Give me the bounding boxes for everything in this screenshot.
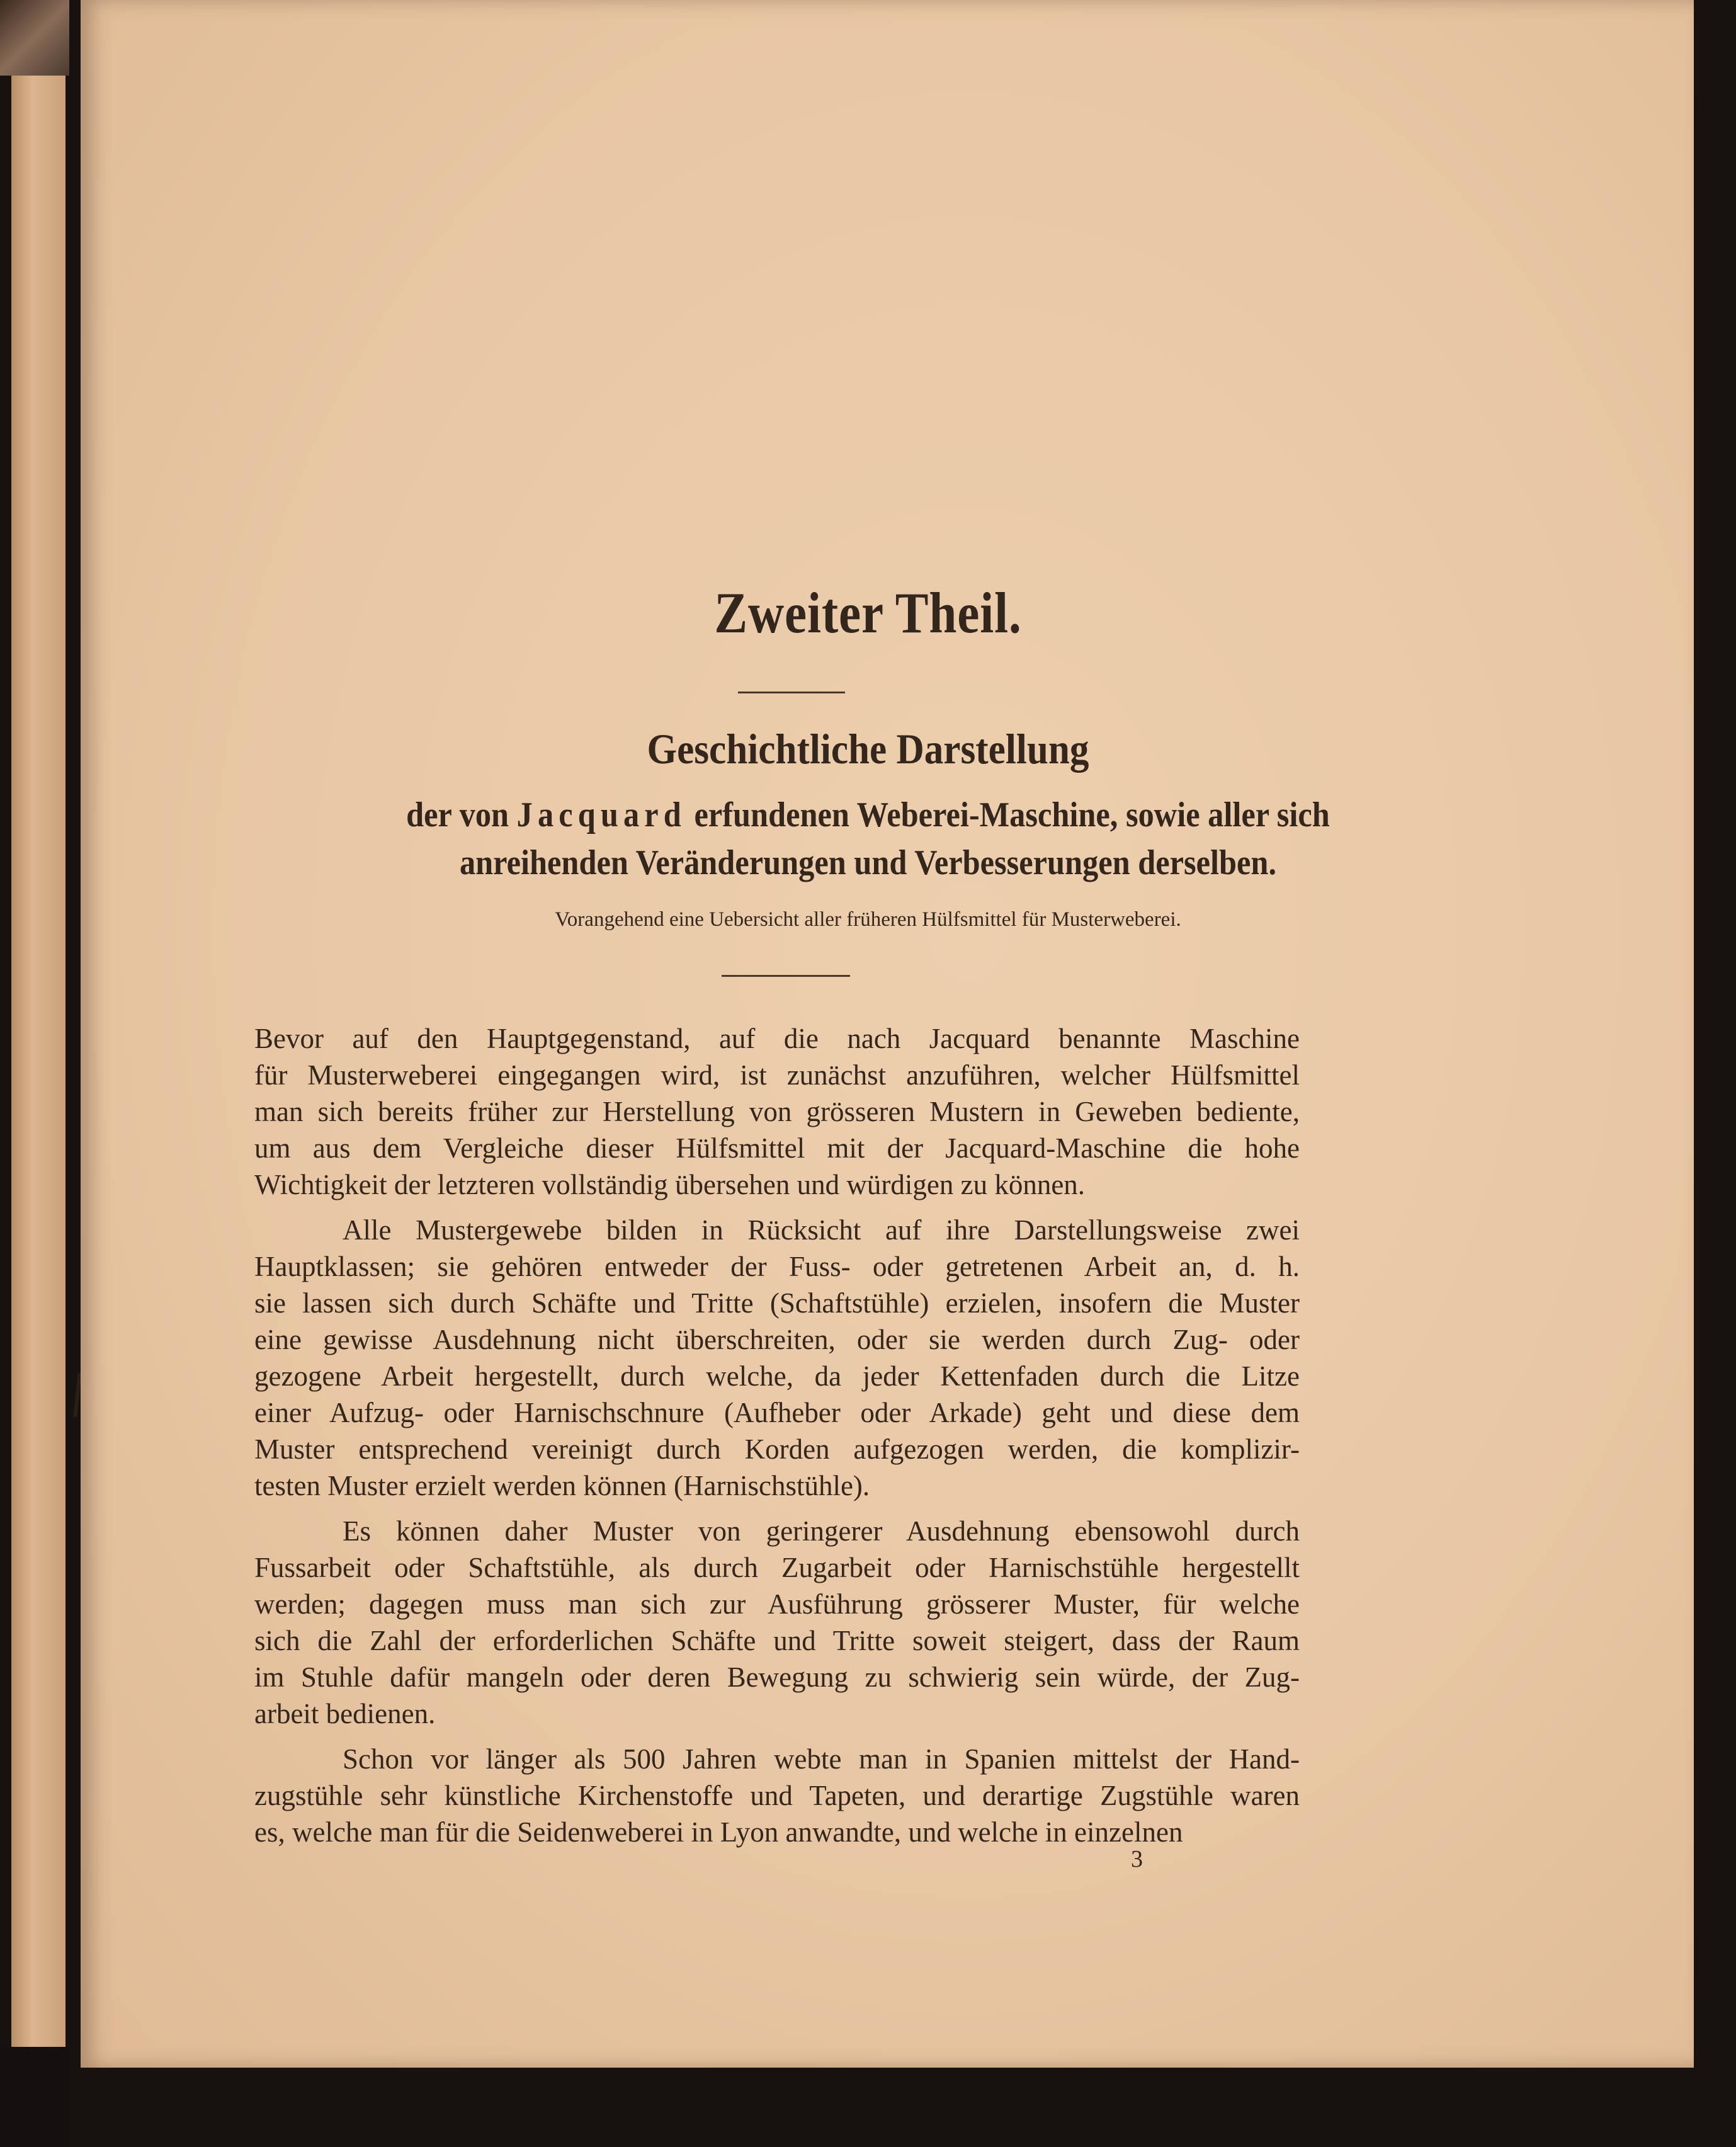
text-line: gezogene Arbeit hergestellt, durch welche, da jeder Kettenfaden durch die Litze bbox=[254, 1360, 1300, 1392]
divider-rule bbox=[738, 692, 845, 693]
text-line: um aus dem Vergleiche dieser Hülfsmittel mit der Jacquard-Maschine die hohe bbox=[254, 1132, 1300, 1164]
subheading-text: der von bbox=[406, 795, 517, 834]
text-line: arbeit bedienen. bbox=[254, 1698, 436, 1729]
paragraph bbox=[254, 1020, 1300, 1203]
text-line: Alle Mustergewebe bilden in Rücksicht auf ihre Darstellungsweise zwei bbox=[343, 1214, 1300, 1246]
text-line: im Stuhle dafür mangeln oder deren Bewegung zu schwierig sein würde, der Zug- bbox=[254, 1661, 1300, 1693]
text-line: Es können daher Muster von geringerer Ausdehnung ebensowohl durch bbox=[343, 1515, 1300, 1547]
text-line: Wichtigkeit der letzteren vollständig übersehen und würdigen zu können. bbox=[254, 1169, 1086, 1200]
text-line: Muster entsprechend vereinigt durch Korden aufgezogen werden, die komplizir- bbox=[254, 1433, 1300, 1465]
chapter-subheading-line-1 bbox=[87, 795, 1649, 835]
text-line: werden; dagegen muss man sich zur Ausführung grösserer Muster, für welche bbox=[254, 1588, 1300, 1620]
body-text bbox=[254, 1020, 1300, 1859]
text-line: sich die Zahl der erforderlichen Schäfte und Tritte soweit steigert, dass der Raum bbox=[254, 1625, 1300, 1656]
binding-bottom bbox=[0, 2047, 69, 2147]
text-line: sie lassen sich durch Schäfte und Tritte (Schaftstühle) erzielen, insofern die Muster bbox=[254, 1287, 1300, 1319]
text-line: Hauptklassen; sie gehören entweder der Fuss- oder getretenen Arbeit an, d. h. bbox=[254, 1251, 1300, 1282]
divider-rule bbox=[722, 975, 850, 977]
text-line: testen Muster erzielt werden können (Harnischstühle). bbox=[254, 1470, 870, 1501]
preface-note: Vorangehend eine Uebersicht aller früheren Hülfsmittel für Musterweberei. bbox=[555, 908, 1181, 931]
text-line: zugstühle sehr künstliche Kirchenstoffe und Tapeten, und derartige Zugstühle waren bbox=[254, 1780, 1300, 1811]
chapter-subheading-line-2: anreihenden Veränderungen und Verbesserungen derselben. bbox=[459, 843, 1277, 882]
paragraph bbox=[254, 1741, 1300, 1850]
subheading-text: erfundenen Weberei-Maschine, sowie aller sich bbox=[686, 795, 1330, 834]
page-number: 3 bbox=[1131, 1846, 1143, 1872]
part-title: Zweiter Theil. bbox=[714, 581, 1022, 645]
binding-corner bbox=[0, 0, 69, 76]
left-page-edge bbox=[11, 0, 65, 2147]
text-line: für Musterweberei eingegangen wird, ist zunächst anzuführen, welcher Hülfsmittel bbox=[254, 1059, 1300, 1091]
text-line: Bevor auf den Hauptgegenstand, auf die nach Jacquard benannte Maschine bbox=[254, 1023, 1300, 1054]
text-line: Fussarbeit oder Schaftstühle, als durch Zugarbeit oder Harnischstühle hergestellt bbox=[254, 1552, 1300, 1583]
subheading-name: Jacquard bbox=[516, 795, 686, 834]
text-line: eine gewisse Ausdehnung nicht überschreiten, oder sie werden durch Zug- oder bbox=[254, 1324, 1300, 1355]
text-line: man sich bereits früher zur Herstellung von grösseren Mustern in Geweben bediente, bbox=[254, 1096, 1300, 1127]
text-line: Schon vor länger als 500 Jahren webte man in Spanien mittelst der Hand- bbox=[343, 1743, 1300, 1775]
text-line: einer Aufzug- oder Harnischschnure (Aufheber oder Arkade) geht und diese dem bbox=[254, 1397, 1300, 1428]
text-line: es, welche man für die Seidenweberei in Lyon anwandte, und welche in einzelnen bbox=[254, 1816, 1183, 1848]
chapter-heading: Geschichtliche Darstellung bbox=[647, 725, 1089, 773]
paragraph bbox=[254, 1212, 1300, 1504]
paragraph bbox=[254, 1513, 1300, 1732]
